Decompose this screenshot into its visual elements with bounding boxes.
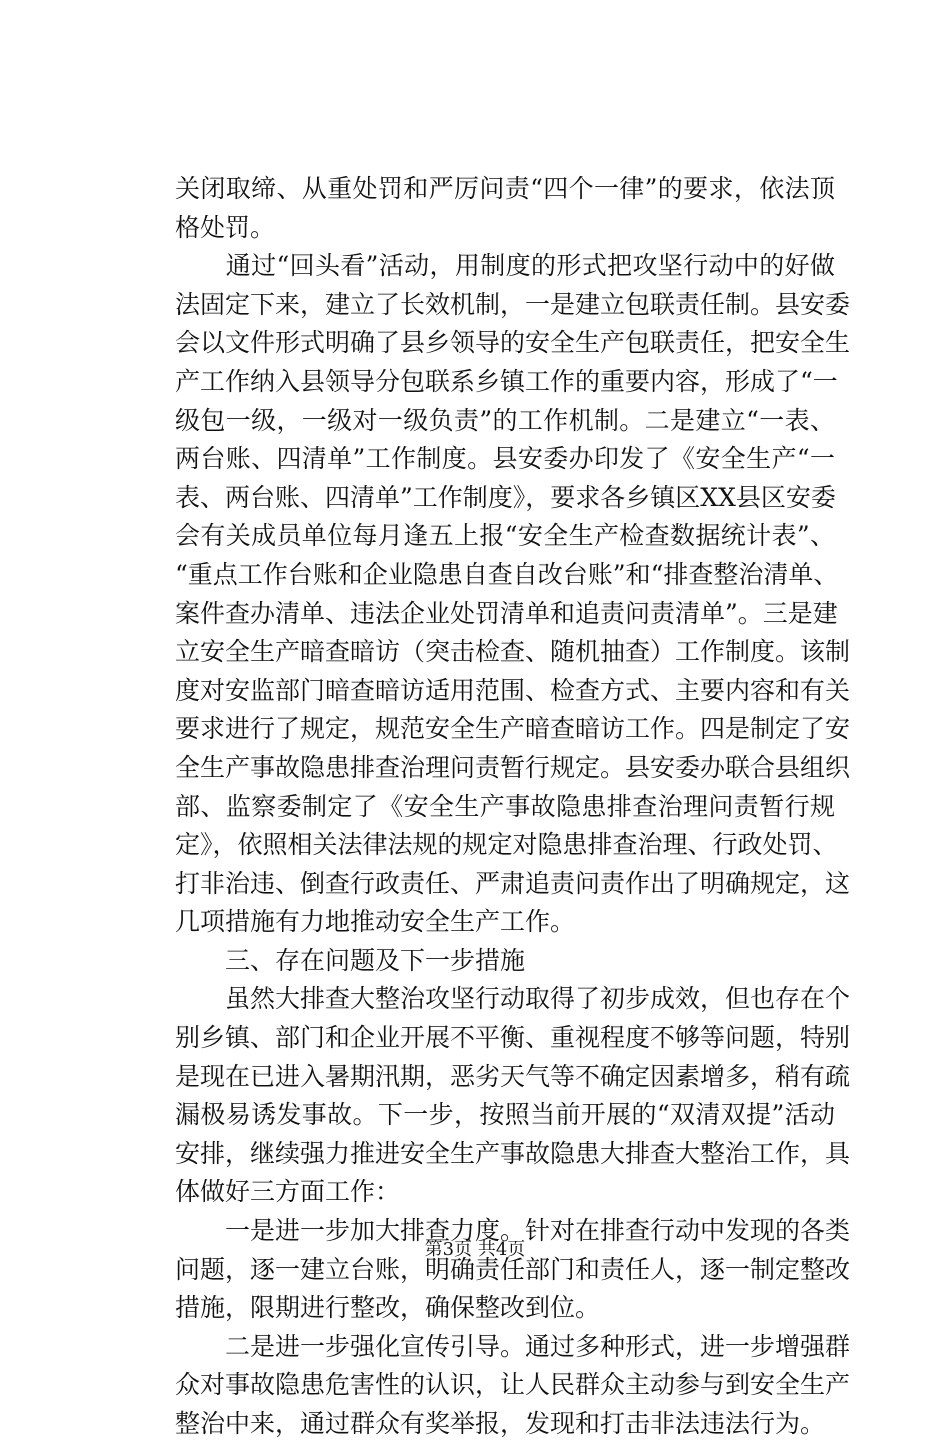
text-line: 格处罚。 <box>175 212 276 242</box>
text-line: 漏极易诱发事故。下一步，按照当前开展的“双清双提”活动 <box>175 1100 835 1130</box>
text-line: 打非治违、倒查行政责任、严肃追责问责作出了明确规定，这 <box>175 868 851 898</box>
text-line: 一是进一步加大排查力度。针对在排查行动中发现的各类 <box>175 1216 851 1246</box>
text-line: 表、两台账、四清单”工作制度》，要求各乡镇区XX县区安委 <box>175 482 836 512</box>
text-line: “重点工作台账和企业隐患自查自改台账”和“排查整治清单、 <box>175 559 839 589</box>
text-line: 措施，限期进行整改，确保整改到位。 <box>175 1293 601 1323</box>
text-line: 两台账、四清单”工作制度。县安委办印发了《安全生产“一 <box>175 444 835 474</box>
text-line: 部、监察委制定了《安全生产事故隐患排查治理问责暂行规 <box>175 791 835 821</box>
text-line: 体做好三方面工作： <box>175 1177 401 1207</box>
text-line: 安排，继续强力推进安全生产事故隐患大排查大整治工作，具 <box>175 1138 851 1168</box>
text-line: 三、存在问题及下一步措施 <box>175 945 526 975</box>
page-number-label: 第3页 共4页 <box>424 1239 526 1260</box>
text-line: 定》，依照相关法律法规的规定对隐患排查治理、行政处罚、 <box>175 830 838 860</box>
text-line: 全生产事故隐患排查治理问责暂行规定。县安委办联合县组织 <box>175 752 851 782</box>
text-line: 要求进行了规定，规范安全生产暗查暗访工作。四是制定了安 <box>175 714 851 744</box>
text-line: 整治中来，通过群众有奖举报，发现和打击非法违法行为。 <box>175 1409 826 1438</box>
text-line: 关闭取缔、从重处罚和严厉问责“四个一律”的要求，依法顶 <box>175 174 835 203</box>
text-line: 会有关成员单位每月逢五上报“安全生产检查数据统计表”、 <box>175 521 835 551</box>
text-line: 虽然大排查大整治攻坚行动取得了初步成效，但也存在个 <box>175 984 851 1014</box>
text-line: 几项措施有力地推动安全生产工作。 <box>175 907 576 937</box>
text-line: 产工作纳入县领导分包联系乡镇工作的重要内容，形成了“一 <box>175 366 838 396</box>
text-line: 是现在已进入暑期汛期，恶劣天气等不确定因素增多，稍有疏 <box>175 1061 851 1091</box>
text-line: 法固定下来，建立了长效机制，一是建立包联责任制。县安委 <box>175 289 851 319</box>
text-line: 问题，逐一建立台账，明确责任部门和责任人，逐一制定整改 <box>175 1254 851 1284</box>
page-footer <box>0 1238 950 1262</box>
text-line: 案件查办清单、违法企业处罚清单和追责问责清单”。三是建 <box>175 598 838 628</box>
text-line: 通过“回头看”活动，用制度的形式把攻坚行动中的好做 <box>175 251 835 281</box>
text-line: 立安全生产暗查暗访（突击检查、随机抽查）工作制度。该制 <box>175 637 851 667</box>
text-line: 二是进一步强化宣传引导。通过多种形式，进一步增强群 <box>175 1331 851 1361</box>
text-line: 度对安监部门暗查暗访适用范围、检查方式、主要内容和有关 <box>175 675 851 705</box>
text-line: 众对事故隐患危害性的认识，让人民群众主动参与到安全生产 <box>175 1370 851 1400</box>
text-line: 别乡镇、部门和企业开展不平衡、重视程度不够等问题，特别 <box>175 1023 851 1053</box>
text-line: 级包一级，一级对一级负责”的工作机制。二是建立“一表、 <box>175 405 835 435</box>
text-line: 会以文件形式明确了县乡领导的安全生产包联责任，把安全生 <box>175 328 851 358</box>
